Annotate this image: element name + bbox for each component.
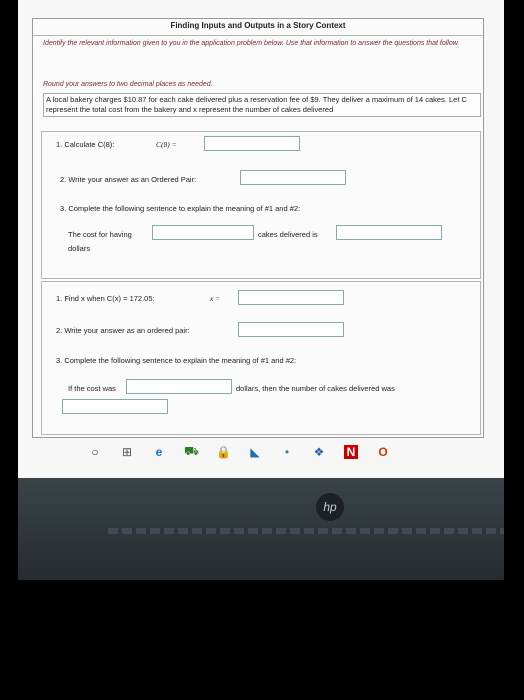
part1-q2-label: 2. Write your answer as an Ordered Pair: [60,175,197,184]
part1-q1-expression: C(8) = [156,140,177,149]
office-icon[interactable]: O [378,445,388,459]
dropbox-icon[interactable]: ❖ [313,445,325,459]
part2-sentence-b: dollars, then the number of cakes delivered was [236,384,395,393]
part1-sentence-c: dollars [68,244,91,253]
instructions: Identify the relevant information given to you in the application problem below. Use that information to answer the questions that follow. [43,40,460,47]
hp-logo: hp [316,493,344,521]
lock-icon[interactable]: 🔒 [216,445,231,459]
taskbar [88,444,390,460]
part1-q1-answer-input[interactable] [204,136,300,151]
part2-q1-expression: x = [210,294,221,303]
part1-q3-label: 3. Complete the following sentence to explain the meaning of #1 and #2: [60,204,301,213]
rounding-note: Round your answers to two decimal places as needed. [43,81,213,88]
part1-sentence-input-1[interactable] [152,225,254,240]
problem-context: A local bakery charges $10.87 for each cake delivered plus a reservation fee of $9. They deliver a maximum of 14 cakes. Let C represent the total cost from the bakery and x represent the number of cakes delivered [43,93,481,117]
part2-sentence-input-1[interactable] [126,379,232,394]
part2-sentence-input-2[interactable] [62,399,168,414]
worksheet-title: Finding Inputs and Outputs in a Story Context [170,21,346,30]
netflix-icon[interactable]: N [344,445,358,459]
mail-icon[interactable]: ◣ [250,445,260,459]
part2-sentence-a: If the cost was [68,384,116,393]
store-icon[interactable]: ⛟ [184,444,200,458]
task-view-icon[interactable]: ⊞ [121,445,133,459]
part1-sentence-b: cakes delivered is [258,230,318,239]
part1-q2-answer-input[interactable] [240,170,346,185]
photo-frame [18,0,504,580]
part2-q3-label: 3. Complete the following sentence to explain the meaning of #1 and #2: [56,356,297,365]
part2-q2-label: 2. Write your answer as an ordered pair: [56,326,190,335]
dot-icon[interactable]: • [284,445,290,459]
divider [33,35,483,36]
part1-sentence-input-2[interactable] [336,225,442,240]
edge-icon[interactable]: e [155,445,163,459]
part2-q1-answer-input[interactable] [238,290,344,305]
screen [18,0,504,478]
worksheet [32,18,484,438]
part1-section [41,131,481,279]
keyboard-edge [108,528,504,534]
search-icon[interactable]: ○ [91,445,99,459]
part2-q1-label: 1. Find x when C(x) = 172.05: [56,294,155,303]
part1-q1-label: 1. Calculate C(8): [56,140,115,149]
part1-sentence-a: The cost for having [68,230,132,239]
part2-q2-answer-input[interactable] [238,322,344,337]
part2-section [41,281,481,435]
